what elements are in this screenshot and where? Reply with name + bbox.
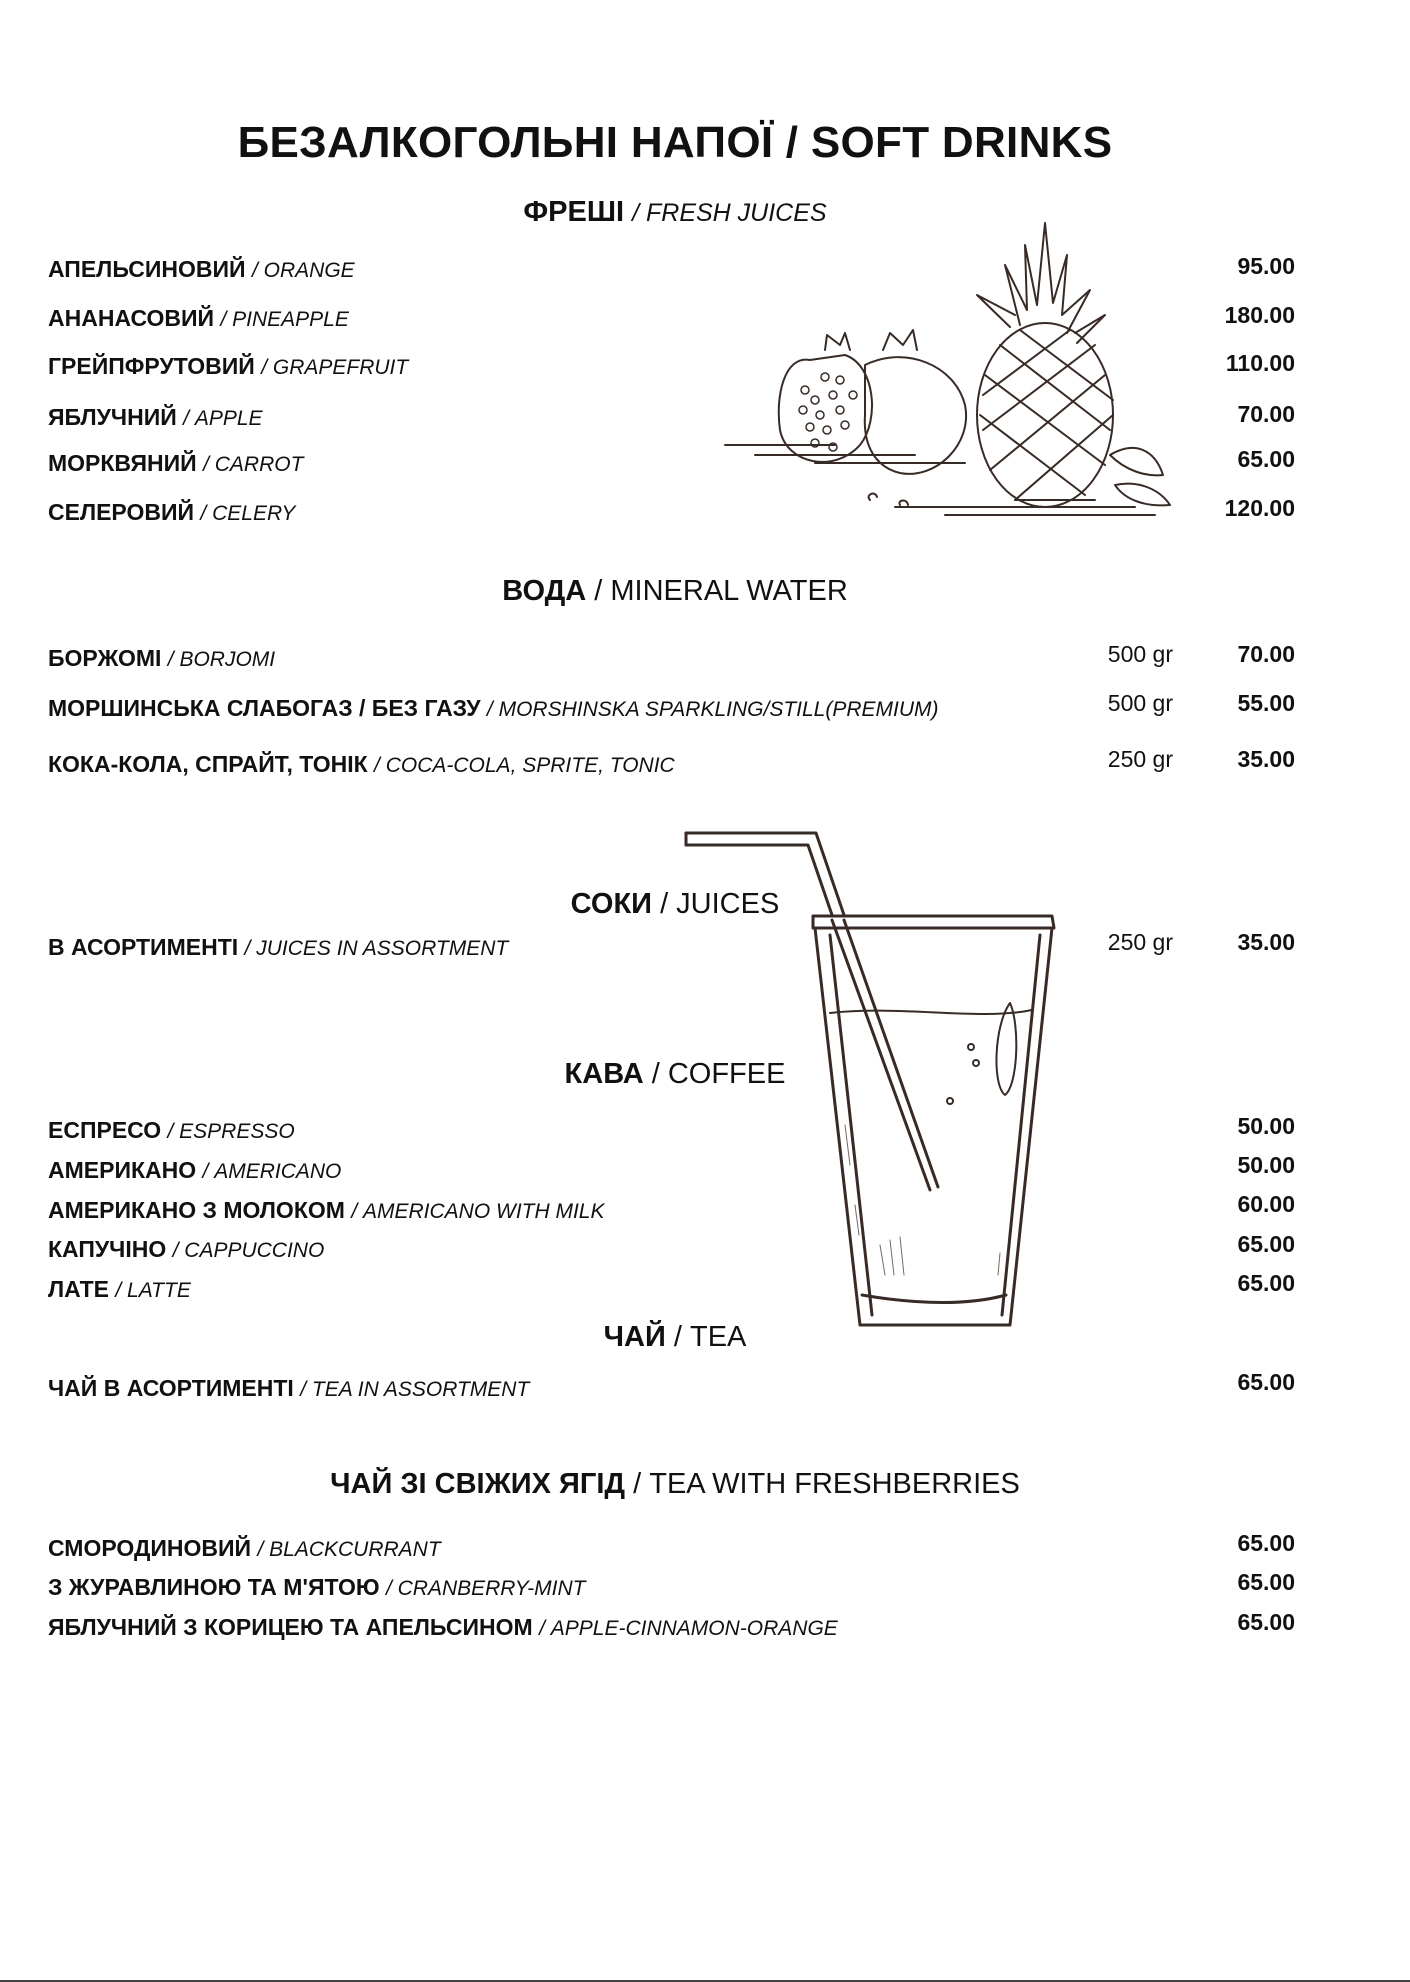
item-name-ua: АПЕЛЬСИНОВИЙ xyxy=(48,256,246,282)
menu-item xyxy=(48,1375,529,1402)
menu-item xyxy=(48,353,408,380)
section-title-en: / TEA WITH FRESHBERRIES xyxy=(633,1468,1020,1500)
item-name-ua: БОРЖОМІ xyxy=(48,645,162,671)
item-name-ua: ЛАТЕ xyxy=(48,1276,109,1302)
item-name-en: / CRANBERRY-MINT xyxy=(385,1577,586,1600)
section-title-water xyxy=(0,575,1350,608)
item-name-en: / BLACKCURRANT xyxy=(257,1538,441,1561)
section-title-ua: ЧАЙ ЗІ СВІЖИХ ЯГІД xyxy=(330,1468,626,1500)
page-title: БЕЗАЛКОГОЛЬНІ НАПОЇ / SOFT DRINKS xyxy=(237,118,1113,167)
item-price: 95.00 xyxy=(1237,253,1295,279)
item-price: 35.00 xyxy=(1237,746,1295,772)
item-price: 50.00 xyxy=(1237,1113,1295,1139)
item-price: 60.00 xyxy=(1237,1191,1295,1217)
item-name-en: / AMERICANO xyxy=(202,1160,342,1183)
menu-item xyxy=(48,1197,605,1224)
section-title-ua: ФРЕШІ xyxy=(523,196,625,228)
item-name-en: / LATTE xyxy=(115,1279,191,1302)
section-title-juices xyxy=(0,888,1350,921)
item-name-en: / GRAPEFRUIT xyxy=(261,356,409,379)
menu-item xyxy=(48,1236,324,1263)
item-name-en: / AMERICANO WITH MILK xyxy=(351,1200,605,1223)
item-price: 120.00 xyxy=(1224,495,1295,521)
item-name-ua: КАПУЧІНО xyxy=(48,1236,167,1262)
item-name-ua: СМОРОДИНОВИЙ xyxy=(48,1535,252,1561)
item-price: 180.00 xyxy=(1224,302,1295,328)
item-name-en: / CELERY xyxy=(200,502,296,525)
menu-item xyxy=(48,1614,838,1641)
menu-item xyxy=(48,305,349,332)
item-volume: 500 gr xyxy=(1107,641,1173,667)
item-name-ua: КОКА-КОЛА, СПРАЙТ, ТОНІК xyxy=(48,751,368,777)
item-price: 65.00 xyxy=(1237,1530,1295,1556)
item-name-en: / MORSHINSKA SPARKLING/STILL(PREMIUM) xyxy=(486,698,939,721)
item-price: 55.00 xyxy=(1237,690,1295,716)
item-price: 65.00 xyxy=(1237,1270,1295,1296)
section-title-berry-tea xyxy=(0,1468,1350,1501)
menu-item xyxy=(48,1574,585,1601)
menu-item xyxy=(48,1276,191,1303)
item-price: 50.00 xyxy=(1237,1152,1295,1178)
section-title-ua: ЧАЙ xyxy=(603,1321,666,1353)
item-name-en: / CAPPUCCINO xyxy=(172,1239,325,1262)
item-name-en: / JUICES IN ASSORTMENT xyxy=(244,937,509,960)
item-name-ua: ГРЕЙПФРУТОВИЙ xyxy=(48,353,255,379)
item-volume: 250 gr xyxy=(1107,746,1173,772)
item-price: 65.00 xyxy=(1237,1231,1295,1257)
item-name-ua: МОРКВЯНИЙ xyxy=(48,450,204,476)
item-price: 65.00 xyxy=(1237,446,1295,472)
item-name-en: / APPLE xyxy=(183,407,263,430)
item-name-ua: ЯБЛУЧНИЙ З КОРИЦЕЮ ТА АПЕЛЬСИНОМ xyxy=(48,1614,533,1640)
section-title-en: / FRESH JUICES xyxy=(632,199,827,227)
menu-item xyxy=(48,450,303,477)
item-name-ua: МОРШИНСЬКА СЛАБОГАЗ / БЕЗ ГАЗУ xyxy=(48,695,481,721)
item-price: 110.00 xyxy=(1225,350,1295,376)
section-title-en: / MINERAL WATER xyxy=(594,575,848,607)
item-price: 65.00 xyxy=(1237,1369,1295,1395)
menu-item xyxy=(48,751,675,778)
item-name-en: / COCA-COLA, SPRITE, TONIC xyxy=(374,754,675,777)
section-title-fresh xyxy=(0,196,1350,229)
section-title-ua: ВОДА xyxy=(502,575,587,607)
section-title-en: / JUICES xyxy=(660,888,780,920)
item-name-ua: ЧАЙ В АСОРТИМЕНТІ xyxy=(48,1375,294,1401)
item-name-en: / ORANGE xyxy=(251,259,355,282)
menu-item xyxy=(48,499,295,526)
section-title-tea xyxy=(0,1321,1350,1354)
item-name-ua: АМЕРИКАНО З МОЛОКОМ xyxy=(48,1197,345,1223)
item-name-en: / APPLE-CINNAMON-ORANGE xyxy=(539,1617,838,1640)
section-title-en: / COFFEE xyxy=(651,1058,786,1090)
item-price: 35.00 xyxy=(1237,929,1295,955)
section-title-en: / TEA xyxy=(673,1321,747,1353)
menu-item xyxy=(48,645,275,672)
menu-item xyxy=(48,695,939,722)
item-name-ua: В АСОРТИМЕНТІ xyxy=(48,934,239,960)
menu-item xyxy=(48,404,263,431)
item-price: 65.00 xyxy=(1237,1569,1295,1595)
item-name-ua: АНАНАСОВИЙ xyxy=(48,305,215,331)
item-name-en: / PINEAPPLE xyxy=(220,308,349,331)
item-name-en: / ESPRESSO xyxy=(167,1120,295,1143)
menu-item xyxy=(48,1157,341,1184)
section-title-ua: КАВА xyxy=(564,1058,644,1090)
item-name-en: / CARROT xyxy=(203,453,304,476)
item-name-ua: АМЕРИКАНО xyxy=(48,1157,197,1183)
menu-item xyxy=(48,934,508,961)
item-name-ua: ЯБЛУЧНИЙ xyxy=(48,404,177,430)
item-name-ua: З ЖУРАВЛИНОЮ ТА М'ЯТОЮ xyxy=(48,1574,380,1600)
item-volume: 500 gr xyxy=(1107,690,1173,716)
menu-item xyxy=(48,256,355,283)
item-price: 70.00 xyxy=(1237,641,1295,667)
item-price: 70.00 xyxy=(1237,401,1295,427)
item-name-ua: ЕСПРЕСО xyxy=(48,1117,162,1143)
menu-item xyxy=(48,1117,295,1144)
item-name-en: / BORJOMI xyxy=(167,648,276,671)
item-volume: 250 gr xyxy=(1107,929,1173,955)
fruit-sketch-icon xyxy=(715,215,1175,520)
section-title-coffee xyxy=(0,1058,1350,1091)
item-price: 65.00 xyxy=(1237,1609,1295,1635)
section-title-ua: СОКИ xyxy=(570,888,652,920)
item-name-ua: СЕЛЕРОВИЙ xyxy=(48,499,195,525)
item-name-en: / TEA IN ASSORTMENT xyxy=(300,1378,530,1401)
menu-item xyxy=(48,1535,441,1562)
